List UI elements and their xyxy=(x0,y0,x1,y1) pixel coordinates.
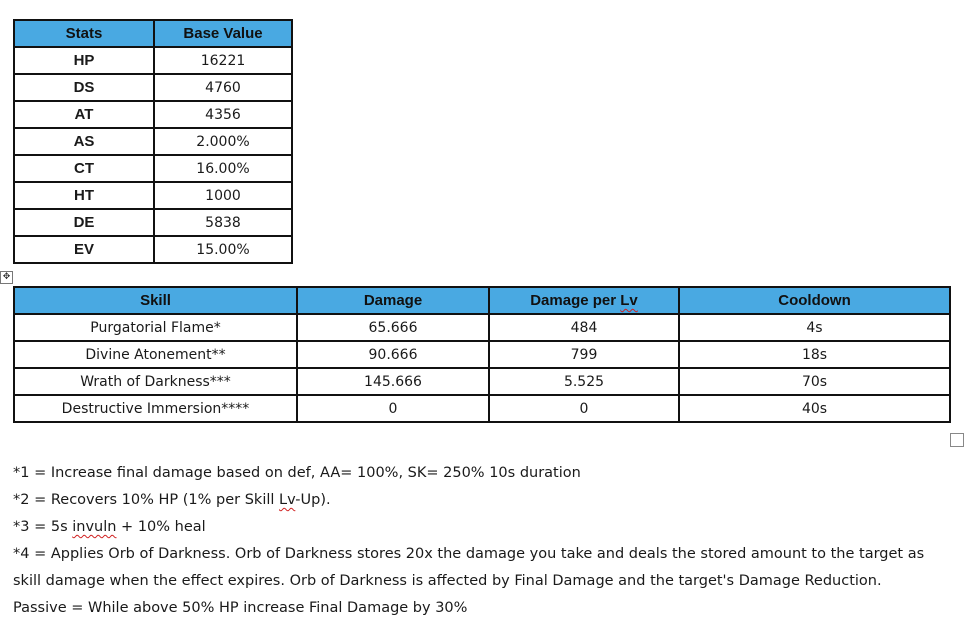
spellcheck-word: Lv xyxy=(279,492,296,508)
table-row xyxy=(14,74,292,101)
stat-value: 1000 xyxy=(154,182,292,209)
stat-name: EV xyxy=(14,236,154,263)
note-text: + 10% heal xyxy=(116,519,206,535)
stat-value: 2.000% xyxy=(154,128,292,155)
table-row xyxy=(14,395,950,422)
skill-damage: 0 xyxy=(297,395,489,422)
stat-name: DS xyxy=(14,74,154,101)
stat-value: 16221 xyxy=(154,47,292,74)
table-move-handle-icon[interactable]: ✥ xyxy=(0,271,13,284)
skills-header-skill: Skill xyxy=(14,287,297,314)
table-row xyxy=(14,314,950,341)
table-row xyxy=(14,155,292,182)
note-text: *2 = Recovers 10% HP (1% per Skill xyxy=(13,492,280,508)
note-passive: Passive = While above 50% HP increase Final Damage by 30% xyxy=(13,600,468,616)
stat-name: HP xyxy=(14,47,154,74)
note-4: *4 = Applies Orb of Darkness. Orb of Darkness stores 20x the damage you take and deals the stored amount to the target as xyxy=(13,546,925,562)
stats-table xyxy=(13,19,293,264)
skill-damage-per-lv: 799 xyxy=(489,341,679,368)
stat-value: 4760 xyxy=(154,74,292,101)
table-row xyxy=(14,236,292,263)
stat-name: HT xyxy=(14,182,154,209)
skill-name: Wrath of Darkness*** xyxy=(14,368,297,395)
skill-cooldown: 4s xyxy=(679,314,950,341)
skill-name: Destructive Immersion**** xyxy=(14,395,297,422)
table-row xyxy=(14,368,950,395)
stat-name: AT xyxy=(14,101,154,128)
stat-value: 4356 xyxy=(154,101,292,128)
skill-name: Divine Atonement** xyxy=(14,341,297,368)
skill-damage-per-lv: 5.525 xyxy=(489,368,679,395)
stat-value: 5838 xyxy=(154,209,292,236)
note-1: *1 = Increase final damage based on def, AA= 100%, SK= 250% 10s duration xyxy=(13,465,581,481)
skill-damage: 65.666 xyxy=(297,314,489,341)
note-2 xyxy=(13,487,963,514)
note-3 xyxy=(13,514,963,541)
skills-header-damage: Damage xyxy=(297,287,489,314)
header-text: Damage per xyxy=(530,292,621,309)
table-row xyxy=(14,182,292,209)
table-row xyxy=(14,101,292,128)
spellcheck-word: invuln xyxy=(72,519,117,535)
note-text: -Up). xyxy=(295,492,331,508)
skills-header-row xyxy=(14,287,950,314)
table-row xyxy=(14,128,292,155)
skill-cooldown: 40s xyxy=(679,395,950,422)
skills-header-cooldown: Cooldown xyxy=(679,287,950,314)
table-resize-handle[interactable] xyxy=(950,433,964,447)
stats-header-stats: Stats xyxy=(14,20,154,47)
skill-damage-per-lv: 484 xyxy=(489,314,679,341)
skill-damage-per-lv: 0 xyxy=(489,395,679,422)
stat-value: 15.00% xyxy=(154,236,292,263)
note-4-continued: skill damage when the effect expires. Orb of Darkness is affected by Final Damage and the target's Damage Reduction. xyxy=(13,573,882,589)
skill-name: Purgatorial Flame* xyxy=(14,314,297,341)
note-text: *3 = 5s xyxy=(13,519,73,535)
notes-section xyxy=(13,460,963,622)
stat-name: CT xyxy=(14,155,154,182)
skill-cooldown: 70s xyxy=(679,368,950,395)
stat-name: DE xyxy=(14,209,154,236)
skill-damage: 90.666 xyxy=(297,341,489,368)
table-row xyxy=(14,47,292,74)
skill-damage: 145.666 xyxy=(297,368,489,395)
spellcheck-word: Lv xyxy=(620,292,638,309)
skills-table xyxy=(13,286,951,423)
stats-header-base-value: Base Value xyxy=(154,20,292,47)
table-row xyxy=(14,341,950,368)
stat-name: AS xyxy=(14,128,154,155)
skills-header-damage-per-lv xyxy=(489,287,679,314)
stats-header-row xyxy=(14,20,292,47)
skill-cooldown: 18s xyxy=(679,341,950,368)
stat-value: 16.00% xyxy=(154,155,292,182)
table-row xyxy=(14,209,292,236)
